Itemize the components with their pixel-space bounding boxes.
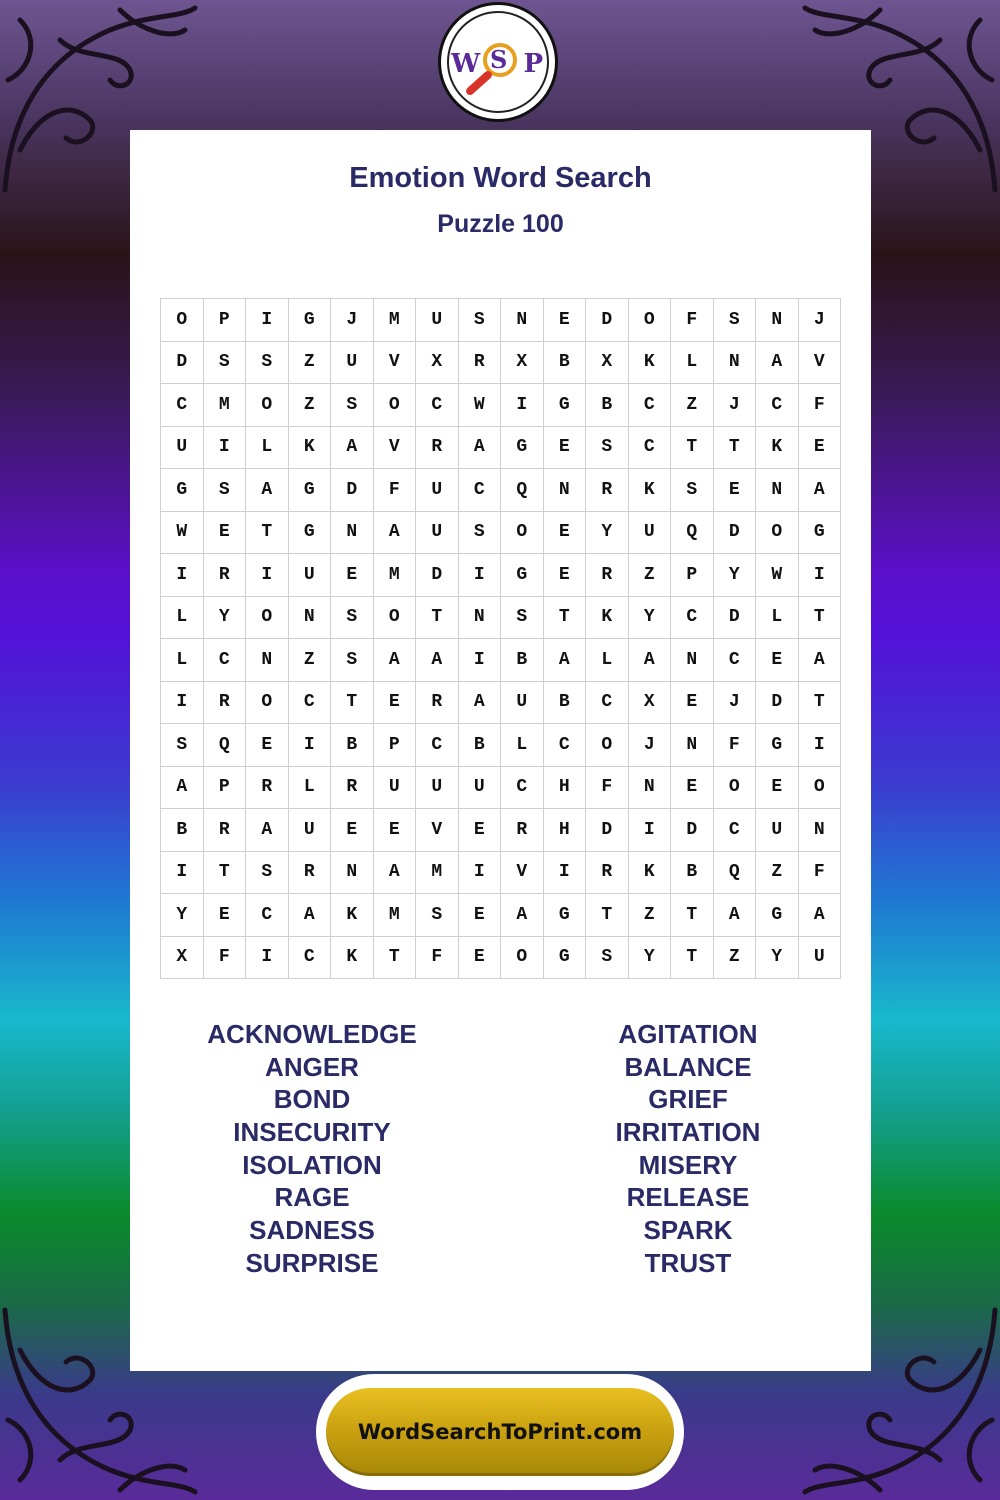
grid-cell[interactable]: S: [161, 724, 204, 767]
grid-cell[interactable]: T: [544, 597, 587, 640]
grid-cell[interactable]: M: [374, 299, 417, 342]
footer-pill[interactable]: [326, 1388, 674, 1476]
grid-cell[interactable]: L: [289, 767, 332, 810]
grid-cell[interactable]: Z: [289, 342, 332, 385]
grid-cell[interactable]: M: [416, 852, 459, 895]
grid-cell[interactable]: R: [416, 682, 459, 725]
grid-cell[interactable]: Z: [714, 937, 757, 980]
grid-cell[interactable]: Z: [671, 384, 714, 427]
grid-cell[interactable]: K: [629, 852, 672, 895]
grid-cell[interactable]: T: [671, 427, 714, 470]
grid-cell[interactable]: B: [544, 342, 587, 385]
grid-cell[interactable]: G: [161, 469, 204, 512]
word-list-item: ANGER: [265, 1051, 359, 1082]
grid-cell[interactable]: H: [544, 767, 587, 810]
grid-cell[interactable]: Z: [289, 384, 332, 427]
grid-cell[interactable]: G: [289, 469, 332, 512]
grid-cell[interactable]: T: [671, 894, 714, 937]
grid-cell[interactable]: L: [161, 639, 204, 682]
grid-cell[interactable]: C: [756, 384, 799, 427]
grid-cell[interactable]: A: [799, 469, 842, 512]
grid-cell[interactable]: J: [714, 384, 757, 427]
grid-cell[interactable]: R: [204, 554, 247, 597]
grid-cell[interactable]: O: [161, 299, 204, 342]
grid-cell[interactable]: A: [374, 852, 417, 895]
grid-cell[interactable]: R: [459, 342, 502, 385]
grid-cell[interactable]: P: [671, 554, 714, 597]
grid-cell[interactable]: T: [714, 427, 757, 470]
grid-cell[interactable]: I: [459, 554, 502, 597]
grid-cell[interactable]: R: [246, 767, 289, 810]
grid-cell[interactable]: L: [756, 597, 799, 640]
grid-cell[interactable]: O: [246, 384, 289, 427]
grid-cell[interactable]: D: [714, 597, 757, 640]
grid-cell[interactable]: S: [331, 639, 374, 682]
grid-cell[interactable]: Z: [289, 639, 332, 682]
grid-cell[interactable]: A: [799, 639, 842, 682]
grid-cell[interactable]: C: [714, 639, 757, 682]
grid-cell[interactable]: E: [331, 554, 374, 597]
grid-cell[interactable]: U: [416, 299, 459, 342]
word-list-item: BALANCE: [624, 1051, 752, 1082]
grid-cell[interactable]: G: [289, 299, 332, 342]
grid-cell[interactable]: A: [374, 512, 417, 555]
footer-badge[interactable]: [316, 1374, 684, 1490]
grid-cell[interactable]: C: [161, 384, 204, 427]
grid-cell[interactable]: E: [374, 682, 417, 725]
grid-cell[interactable]: G: [501, 554, 544, 597]
grid-cell[interactable]: C: [714, 809, 757, 852]
grid-cell[interactable]: N: [671, 639, 714, 682]
grid-cell[interactable]: G: [799, 512, 842, 555]
grid-cell[interactable]: L: [246, 427, 289, 470]
grid-cell[interactable]: N: [629, 767, 672, 810]
grid-cell[interactable]: O: [374, 597, 417, 640]
grid-cell[interactable]: F: [714, 724, 757, 767]
grid-cell[interactable]: R: [586, 554, 629, 597]
grid-cell[interactable]: K: [629, 469, 672, 512]
grid-cell[interactable]: K: [756, 427, 799, 470]
grid-cell[interactable]: J: [799, 299, 842, 342]
grid-cell[interactable]: N: [799, 809, 842, 852]
grid-cell[interactable]: E: [544, 427, 587, 470]
grid-cell[interactable]: U: [331, 342, 374, 385]
grid-cell[interactable]: R: [289, 852, 332, 895]
grid-cell[interactable]: A: [331, 427, 374, 470]
grid-cell[interactable]: R: [586, 469, 629, 512]
grid-cell[interactable]: U: [756, 809, 799, 852]
grid-cell[interactable]: S: [246, 852, 289, 895]
grid-cell[interactable]: A: [544, 639, 587, 682]
grid-cell[interactable]: U: [161, 427, 204, 470]
grid-cell[interactable]: U: [799, 937, 842, 980]
grid-cell[interactable]: D: [161, 342, 204, 385]
grid-cell[interactable]: L: [586, 639, 629, 682]
grid-cell[interactable]: A: [459, 427, 502, 470]
site-logo[interactable]: [438, 2, 558, 122]
grid-cell[interactable]: I: [204, 427, 247, 470]
grid-cell[interactable]: E: [756, 639, 799, 682]
grid-cell[interactable]: B: [459, 724, 502, 767]
grid-cell[interactable]: C: [289, 682, 332, 725]
grid-cell[interactable]: E: [544, 299, 587, 342]
grid-cell[interactable]: F: [374, 469, 417, 512]
word-list-item: RELEASE: [626, 1182, 750, 1213]
grid-cell[interactable]: G: [289, 512, 332, 555]
grid-cell[interactable]: D: [671, 809, 714, 852]
grid-cell[interactable]: F: [416, 937, 459, 980]
grid-cell[interactable]: K: [331, 894, 374, 937]
grid-cell[interactable]: E: [544, 554, 587, 597]
word-list-item: ACKNOWLEDGE: [207, 1019, 417, 1049]
grid-cell[interactable]: X: [161, 937, 204, 980]
grid-cell[interactable]: S: [714, 299, 757, 342]
grid-cell[interactable]: M: [374, 894, 417, 937]
grid-cell[interactable]: T: [246, 512, 289, 555]
grid-cell[interactable]: I: [629, 809, 672, 852]
grid-cell[interactable]: Y: [204, 597, 247, 640]
grid-cell[interactable]: S: [459, 299, 502, 342]
grid-cell[interactable]: O: [586, 724, 629, 767]
grid-cell[interactable]: X: [501, 342, 544, 385]
word-list-item: TRUST: [644, 1247, 732, 1278]
grid-cell[interactable]: N: [246, 639, 289, 682]
grid-cell[interactable]: W: [161, 512, 204, 555]
grid-cell[interactable]: V: [374, 427, 417, 470]
grid-cell[interactable]: F: [799, 384, 842, 427]
grid-cell[interactable]: W: [756, 554, 799, 597]
grid-cell[interactable]: A: [246, 469, 289, 512]
grid-cell[interactable]: C: [416, 724, 459, 767]
grid-cell[interactable]: U: [289, 554, 332, 597]
grid-cell[interactable]: O: [501, 937, 544, 980]
word-list-item: GRIEF: [648, 1084, 728, 1115]
grid-cell[interactable]: O: [629, 299, 672, 342]
grid-cell[interactable]: E: [374, 809, 417, 852]
grid-cell[interactable]: B: [671, 852, 714, 895]
grid-cell[interactable]: S: [331, 597, 374, 640]
grid-cell[interactable]: D: [586, 299, 629, 342]
grid-cell[interactable]: T: [671, 937, 714, 980]
grid-cell[interactable]: O: [799, 767, 842, 810]
grid-cell[interactable]: P: [374, 724, 417, 767]
grid-cell[interactable]: U: [416, 512, 459, 555]
grid-cell[interactable]: K: [629, 342, 672, 385]
grid-cell[interactable]: B: [544, 682, 587, 725]
grid-cell[interactable]: E: [756, 767, 799, 810]
grid-cell[interactable]: I: [501, 384, 544, 427]
grid-cell[interactable]: B: [331, 724, 374, 767]
grid-cell[interactable]: C: [501, 767, 544, 810]
grid-cell[interactable]: U: [416, 469, 459, 512]
grid-cell[interactable]: S: [416, 894, 459, 937]
word-list-item: RAGE: [274, 1182, 350, 1213]
grid-cell[interactable]: A: [799, 894, 842, 937]
grid-cell[interactable]: E: [331, 809, 374, 852]
grid-cell[interactable]: E: [799, 427, 842, 470]
grid-cell[interactable]: D: [714, 512, 757, 555]
grid-cell[interactable]: E: [246, 724, 289, 767]
grid-cell[interactable]: R: [204, 809, 247, 852]
grid-cell[interactable]: O: [714, 767, 757, 810]
grid-cell[interactable]: Y: [714, 554, 757, 597]
grid-cell[interactable]: I: [459, 852, 502, 895]
grid-cell[interactable]: E: [671, 767, 714, 810]
word-list-item: INSECURITY: [233, 1117, 391, 1148]
grid-cell[interactable]: R: [586, 852, 629, 895]
grid-cell[interactable]: D: [331, 469, 374, 512]
grid-cell[interactable]: G: [544, 894, 587, 937]
grid-cell[interactable]: C: [289, 937, 332, 980]
grid-cell[interactable]: R: [331, 767, 374, 810]
grid-cell[interactable]: G: [544, 937, 587, 980]
grid-cell[interactable]: Y: [629, 597, 672, 640]
grid-cell[interactable]: V: [416, 809, 459, 852]
grid-cell[interactable]: K: [331, 937, 374, 980]
grid-cell[interactable]: C: [416, 384, 459, 427]
letter-grid: [160, 298, 841, 979]
grid-cell[interactable]: E: [544, 512, 587, 555]
grid-cell[interactable]: I: [289, 724, 332, 767]
grid-cell[interactable]: E: [671, 682, 714, 725]
grid-cell[interactable]: Y: [756, 937, 799, 980]
grid-cell[interactable]: F: [204, 937, 247, 980]
grid-cell[interactable]: B: [161, 809, 204, 852]
puzzle-number: Puzzle 100: [437, 210, 564, 238]
grid-cell[interactable]: G: [756, 724, 799, 767]
grid-cell[interactable]: I: [799, 554, 842, 597]
grid-cell[interactable]: C: [246, 894, 289, 937]
grid-cell[interactable]: R: [416, 427, 459, 470]
grid-cell[interactable]: N: [756, 469, 799, 512]
grid-cell[interactable]: S: [671, 469, 714, 512]
grid-cell[interactable]: I: [161, 682, 204, 725]
grid-cell[interactable]: T: [204, 852, 247, 895]
grid-cell[interactable]: R: [501, 809, 544, 852]
grid-cell[interactable]: S: [501, 597, 544, 640]
grid-cell[interactable]: B: [586, 384, 629, 427]
grid-cell[interactable]: T: [586, 894, 629, 937]
puzzle-sheet: [130, 130, 871, 1371]
grid-cell[interactable]: F: [671, 299, 714, 342]
grid-cell[interactable]: I: [246, 554, 289, 597]
grid-cell[interactable]: Q: [714, 852, 757, 895]
grid-cell[interactable]: E: [714, 469, 757, 512]
word-list-item: AGITATION: [618, 1019, 758, 1049]
word-list-item: SADNESS: [249, 1215, 375, 1246]
grid-cell[interactable]: T: [331, 682, 374, 725]
grid-cell[interactable]: G: [756, 894, 799, 937]
grid-cell[interactable]: I: [161, 852, 204, 895]
grid-cell[interactable]: X: [629, 682, 672, 725]
grid-cell[interactable]: M: [374, 554, 417, 597]
grid-cell[interactable]: V: [501, 852, 544, 895]
grid-cell[interactable]: E: [459, 809, 502, 852]
grid-cell[interactable]: I: [799, 724, 842, 767]
grid-cell[interactable]: E: [204, 894, 247, 937]
grid-cell[interactable]: E: [459, 937, 502, 980]
grid-cell[interactable]: D: [416, 554, 459, 597]
word-list-item: SURPRISE: [245, 1247, 379, 1278]
grid-cell[interactable]: S: [331, 384, 374, 427]
grid-cell[interactable]: Z: [756, 852, 799, 895]
grid-cell[interactable]: T: [799, 682, 842, 725]
word-list-item: ISOLATION: [242, 1149, 382, 1180]
grid-cell[interactable]: V: [799, 342, 842, 385]
grid-cell[interactable]: N: [331, 512, 374, 555]
grid-cell[interactable]: A: [459, 682, 502, 725]
grid-cell[interactable]: Q: [501, 469, 544, 512]
grid-cell[interactable]: X: [586, 342, 629, 385]
grid-cell[interactable]: F: [799, 852, 842, 895]
grid-cell[interactable]: V: [374, 342, 417, 385]
word-list-item: BOND: [273, 1084, 351, 1115]
grid-cell[interactable]: I: [459, 639, 502, 682]
grid-cell[interactable]: L: [501, 724, 544, 767]
grid-cell[interactable]: P: [204, 299, 247, 342]
site-url[interactable]: WordSearchToPrint.com: [357, 1420, 643, 1444]
grid-cell[interactable]: I: [246, 937, 289, 980]
grid-cell[interactable]: X: [416, 342, 459, 385]
grid-cell[interactable]: I: [544, 852, 587, 895]
grid-cell[interactable]: Q: [671, 512, 714, 555]
grid-cell[interactable]: F: [586, 767, 629, 810]
grid-cell[interactable]: U: [459, 767, 502, 810]
grid-cell[interactable]: S: [586, 937, 629, 980]
grid-cell[interactable]: A: [374, 639, 417, 682]
grid-cell[interactable]: U: [501, 682, 544, 725]
grid-cell[interactable]: D: [586, 809, 629, 852]
grid-cell[interactable]: W: [459, 384, 502, 427]
grid-cell[interactable]: U: [416, 767, 459, 810]
grid-cell[interactable]: S: [246, 342, 289, 385]
grid-cell[interactable]: C: [459, 469, 502, 512]
grid-cell[interactable]: N: [459, 597, 502, 640]
grid-cell[interactable]: P: [204, 767, 247, 810]
grid-cell[interactable]: I: [161, 554, 204, 597]
grid-cell[interactable]: K: [289, 427, 332, 470]
grid-cell[interactable]: G: [501, 427, 544, 470]
grid-cell[interactable]: G: [544, 384, 587, 427]
grid-cell[interactable]: D: [756, 682, 799, 725]
grid-cell[interactable]: O: [501, 512, 544, 555]
grid-cell[interactable]: S: [586, 427, 629, 470]
grid-cell[interactable]: Z: [629, 894, 672, 937]
grid-cell[interactable]: N: [331, 852, 374, 895]
grid-cell[interactable]: N: [714, 342, 757, 385]
grid-cell[interactable]: A: [416, 639, 459, 682]
grid-cell[interactable]: A: [161, 767, 204, 810]
logo-letter-p: P: [523, 49, 543, 79]
grid-cell[interactable]: T: [374, 937, 417, 980]
grid-cell[interactable]: I: [246, 299, 289, 342]
grid-cell[interactable]: J: [714, 682, 757, 725]
grid-cell[interactable]: S: [204, 469, 247, 512]
grid-cell[interactable]: A: [246, 809, 289, 852]
grid-cell[interactable]: T: [416, 597, 459, 640]
grid-cell[interactable]: N: [756, 299, 799, 342]
grid-cell[interactable]: O: [246, 597, 289, 640]
grid-cell[interactable]: C: [586, 682, 629, 725]
grid-cell[interactable]: C: [204, 639, 247, 682]
grid-cell[interactable]: J: [629, 724, 672, 767]
word-list-right: [523, 1018, 853, 1280]
logo-letter-s: S: [490, 45, 508, 74]
grid-cell[interactable]: N: [671, 724, 714, 767]
grid-cell[interactable]: C: [671, 597, 714, 640]
word-list-item: SPARK: [643, 1215, 733, 1246]
grid-cell[interactable]: C: [544, 724, 587, 767]
grid-cell[interactable]: A: [756, 342, 799, 385]
grid-cell[interactable]: A: [289, 894, 332, 937]
word-list-item: MISERY: [638, 1149, 738, 1180]
grid-cell[interactable]: H: [544, 809, 587, 852]
page-title: Emotion Word Search: [349, 162, 652, 194]
grid-cell[interactable]: O: [756, 512, 799, 555]
grid-cell[interactable]: J: [331, 299, 374, 342]
grid-cell[interactable]: U: [374, 767, 417, 810]
grid-cell[interactable]: C: [629, 427, 672, 470]
grid-cell[interactable]: N: [544, 469, 587, 512]
grid-cell[interactable]: S: [459, 512, 502, 555]
grid-cell[interactable]: E: [204, 512, 247, 555]
grid-cell[interactable]: C: [629, 384, 672, 427]
grid-cell[interactable]: T: [799, 597, 842, 640]
logo-letter-w: W: [451, 49, 481, 79]
grid-cell[interactable]: Y: [629, 937, 672, 980]
grid-cell[interactable]: E: [459, 894, 502, 937]
grid-cell[interactable]: M: [204, 384, 247, 427]
grid-cell[interactable]: Y: [586, 512, 629, 555]
grid-cell[interactable]: N: [501, 299, 544, 342]
word-list-item: IRRITATION: [615, 1117, 761, 1148]
grid-cell[interactable]: S: [204, 342, 247, 385]
grid-cell[interactable]: N: [289, 597, 332, 640]
grid-cell[interactable]: Z: [629, 554, 672, 597]
grid-cell[interactable]: R: [204, 682, 247, 725]
grid-cell[interactable]: U: [289, 809, 332, 852]
grid-cell[interactable]: A: [714, 894, 757, 937]
word-list-left: [147, 1018, 477, 1280]
grid-cell[interactable]: A: [501, 894, 544, 937]
grid-cell[interactable]: B: [501, 639, 544, 682]
grid-cell[interactable]: L: [161, 597, 204, 640]
grid-cell[interactable]: U: [629, 512, 672, 555]
grid-cell[interactable]: O: [374, 384, 417, 427]
grid-cell[interactable]: A: [629, 639, 672, 682]
grid-cell[interactable]: O: [246, 682, 289, 725]
grid-cell[interactable]: K: [586, 597, 629, 640]
grid-cell[interactable]: Y: [161, 894, 204, 937]
grid-cell[interactable]: L: [671, 342, 714, 385]
grid-cell[interactable]: Q: [204, 724, 247, 767]
